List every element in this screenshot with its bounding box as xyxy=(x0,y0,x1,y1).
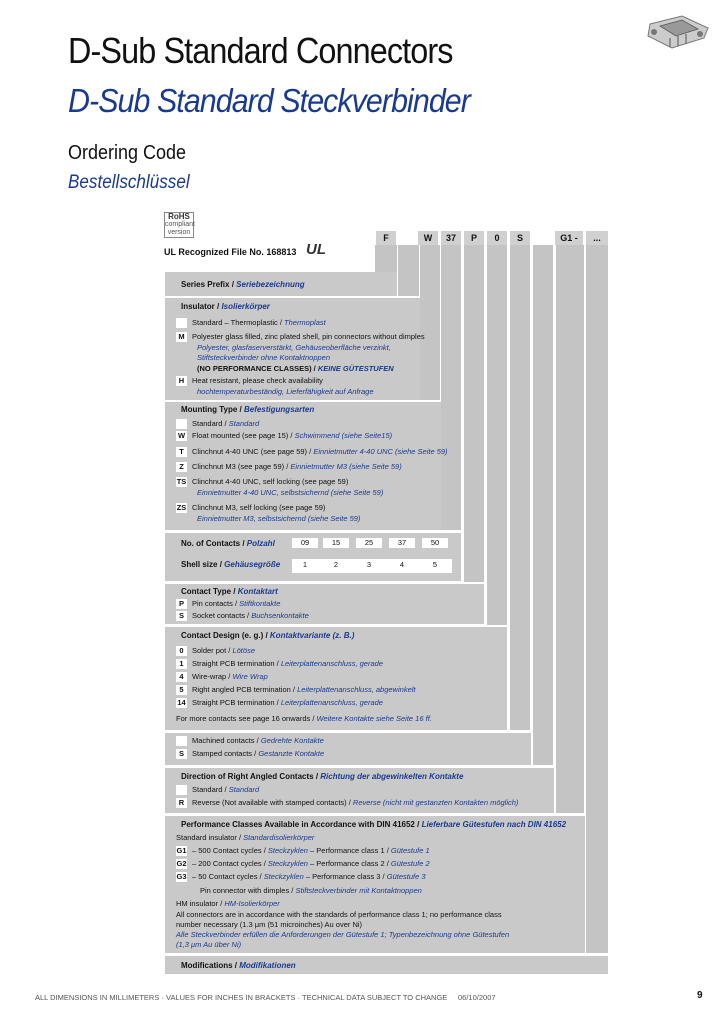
page-number: 9 xyxy=(697,990,703,1001)
ul-logo: UL xyxy=(306,241,326,258)
page-title: D-Sub Standard Connectors xyxy=(68,30,453,71)
section-title-german: Bestellschlüssel xyxy=(68,172,190,193)
mounting-ts-german: Einnietmutter 4-40 UNC, selbstsichernd (siehe Seite 59) xyxy=(197,488,384,497)
code-cell-mounting: W xyxy=(418,231,438,245)
mounting-row-t: T Clinchnut 4-40 UNC (see page 59) / Einnietmutter 4-40 UNC (siehe Seite 59) xyxy=(176,447,448,457)
insulator-no-classes: (NO PERFORMANCE CLASSES) / KEINE GÜTESTUFEN xyxy=(197,364,394,373)
design-row-14: 14 Straight PCB termination / Leiterplattenanschluss, gerade xyxy=(177,698,383,708)
design-more-note: For more contacts see page 16 onwards / Weitere Kontakte siehe Seite 16 ff. xyxy=(176,714,432,723)
performance-note-1: All connectors are in accordance with the standards of performance class 1; no performance class xyxy=(176,910,502,919)
mounting-row-z: Z Clinchnut M3 (see page 59) / Einnietmutter M3 (siehe Seite 59) xyxy=(176,462,402,472)
contact-design-heading: Contact Design (e. g.) / Kontaktvariante (z. B.) xyxy=(181,631,355,640)
performance-standard-insulator: Standard insulator / Standardisolierkörper xyxy=(176,833,315,842)
design-row-4: 4 Wire-wrap / Wire Wrap xyxy=(176,672,268,682)
contacts-heading: No. of Contacts / Polzahl xyxy=(181,539,275,548)
direction-row-reverse: R Reverse (Not available with stamped contacts) / Reverse (nicht mit gestanzten Kontakten möglich) xyxy=(176,798,518,808)
direction-row-standard: Standard / Standard xyxy=(176,785,259,795)
mounting-row-ts: TS Clinchnut 4-40 UNC, self locking (see page 59) xyxy=(176,477,349,487)
performance-note-4: (1,3 μm Au über Ni) xyxy=(176,940,242,949)
contacts-value: 25 xyxy=(356,538,382,548)
performance-row-g2: G2 – 200 Contact cycles / Steckzyklen – Performance class 2 / Gütestufe 2 xyxy=(176,859,430,869)
page-title-german: D-Sub Standard Steckverbinder xyxy=(68,82,470,119)
insulator-row-h: H Heat resistant, please check availability xyxy=(176,376,323,386)
contact-type-row-p: P Pin contacts / Stiftkontakte xyxy=(176,599,280,609)
code-cell-design: 0 xyxy=(487,231,507,245)
section-title: Ordering Code xyxy=(68,142,187,164)
footer-date: 06/10/2007 xyxy=(458,993,496,1002)
shell-size-value: 5 xyxy=(422,560,448,570)
contact-type-row-s: S Socket contacts / Buchsenkontakte xyxy=(176,611,309,621)
ul-file-number: UL Recognized File No. 168813 xyxy=(164,247,297,257)
shell-size-value: 4 xyxy=(389,560,415,570)
code-cell-series: F xyxy=(376,231,396,245)
rohs-logo: RoHS compliant version xyxy=(165,212,195,236)
shell-size-value: 1 xyxy=(292,560,318,570)
performance-note-3: Alle Steckverbinder erfüllen die Anforderungen der Gütestufe 1; Typenbezeichnung ohne Gütestufen xyxy=(176,930,510,939)
contacts-value: 37 xyxy=(389,538,415,548)
code-cell-type: P xyxy=(464,231,484,245)
mounting-row-w: W Float mounted (see page 15) / Schwimmend (siehe Seite15) xyxy=(177,431,393,441)
contacts-value: 09 xyxy=(292,538,318,548)
d-sub-connector-image xyxy=(642,14,712,50)
mounting-row-zs: ZS Clinchnut M3, self locking (see page 59) xyxy=(176,503,326,513)
performance-note-2: number necessary (1.3 μm (51 microinches) Au over Ni) xyxy=(176,920,363,929)
insulator-m-german-2: Stiftsteckverbinder ohne Kontaktnoppen xyxy=(197,353,331,362)
contact-type-heading: Contact Type / Kontaktart xyxy=(181,587,278,596)
shell-size-value: 3 xyxy=(356,560,382,570)
series-prefix-heading: Series Prefix / Seriebezeichnung xyxy=(181,280,305,289)
insulator-h-german: hochtemperaturbeständig, Lieferfähigkeit auf Anfrage xyxy=(197,387,374,396)
performance-row-g3: G3 – 50 Contact cycles / Steckzyklen – Performance class 3 / Gütestufe 3 xyxy=(176,872,426,882)
code-cell-contacts: 37 xyxy=(441,231,461,245)
mounting-heading: Mounting Type / Befestigungsarten xyxy=(181,405,315,414)
shell-size-value: 2 xyxy=(323,560,349,570)
mounting-zs-german: Einnietmutter M3, selbstsichernd (siehe Seite 59) xyxy=(197,514,361,523)
code-cell-stamped: S xyxy=(510,231,530,245)
performance-heading: Performance Classes Available in Accordance with DIN 41652 / Lieferbare Gütestufen nach DIN 41652 xyxy=(181,820,567,829)
performance-dimples: Pin connector with dimples / Stiftsteckverbinder mit Kontaktnoppen xyxy=(200,886,422,895)
insulator-row-m: M Polyester glass filled, zinc plated shell, pin connectors without dimples xyxy=(176,332,425,342)
contacts-value: 15 xyxy=(323,538,349,548)
code-cell-modification: ... xyxy=(586,231,608,245)
machined-row: Machined contacts / Gedrehte Kontakte xyxy=(176,736,324,746)
insulator-heading: Insulator / Isolierkörper xyxy=(181,302,270,311)
contacts-value: 50 xyxy=(422,538,448,548)
code-cell-performance: G1 - xyxy=(555,231,583,245)
modifications-heading: Modifications / Modifikationen xyxy=(181,961,296,970)
shell-size-heading: Shell size / Gehäusegröße xyxy=(181,560,281,569)
direction-heading: Direction of Right Angled Contacts / Richtung der abgewinkelten Kontakte xyxy=(181,772,464,781)
design-row-5: 5 Right angled PCB termination / Leiterplattenanschluss, abgewinkelt xyxy=(176,685,416,695)
performance-row-g1: G1 – 500 Contact cycles / Steckzyklen – Performance class 1 / Gütestufe 1 xyxy=(176,846,430,856)
performance-hm-insulator: HM insulator / HM-Isolierkörper xyxy=(176,899,280,908)
insulator-row-standard: Standard – Thermoplastic / Thermoplast xyxy=(176,318,326,328)
design-row-1: 1 Straight PCB termination / Leiterplattenanschluss, gerade xyxy=(176,659,383,669)
mounting-row-standard: Standard / Standard xyxy=(176,419,259,429)
design-row-0: 0 Solder pot / Lötöse xyxy=(176,646,255,656)
footer-note: ALL DIMENSIONS IN MILLIMETERS · VALUES FOR INCHES IN BRACKETS · TECHNICAL DATA SUBJECT TO CHANGE xyxy=(35,993,448,1002)
insulator-m-german-1: Polyester, glasfaserverstärkt, Gehäuseoberfläche verzinkt, xyxy=(197,343,391,352)
stamped-row: S Stamped contacts / Gestanzte Kontakte xyxy=(176,749,324,759)
